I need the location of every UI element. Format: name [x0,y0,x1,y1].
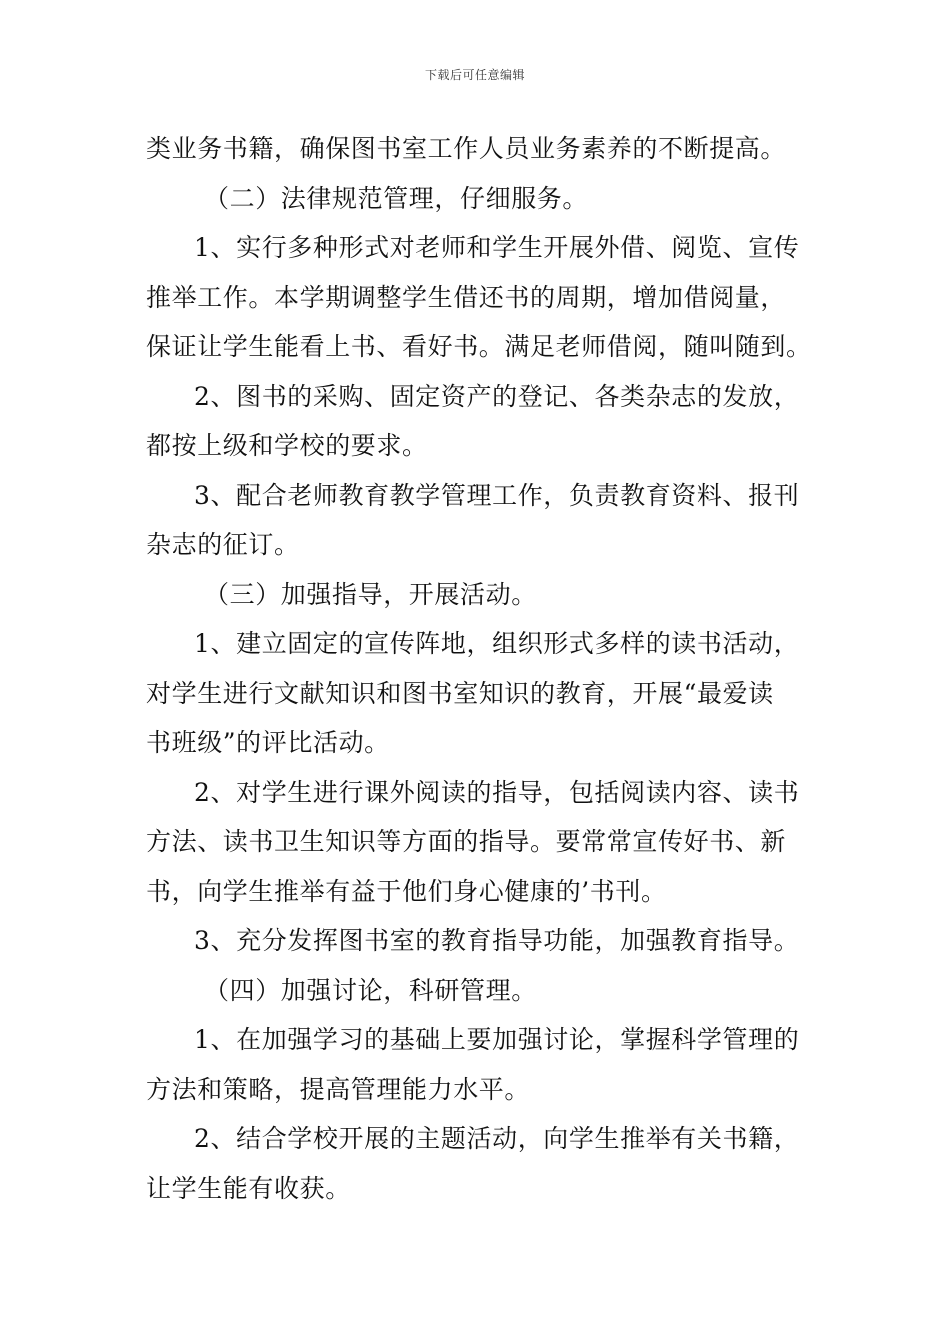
section-heading-2: （二）法律规范管理，仔细服务。 [204,183,589,213]
text-line: 1、实行多种形式对老师和学生开展外借、阅览、宣传 [194,233,800,262]
document-body [146,124,812,1213]
text-line: 都按上级和学校的要求。 [146,431,428,460]
text-line: 让学生能有收获。 [146,1173,351,1203]
text-line: 书，向学生推举有益于他们身心健康的’书刊。 [146,876,667,906]
text-line: 2、图书的采购、固定资产的登记、各类杂志的发放， [194,381,800,411]
text-line: 杂志的征订。 [146,530,300,559]
section-heading-3: （三）加强指导，开展活动。 [204,579,537,609]
text-line: 对学生进行文献知识和图书室知识的教育，开展“最爱读 [146,678,774,708]
text-line: 方法和策略，提高管理能力水平。 [146,1074,531,1104]
text-line: 1、在加强学习的基础上要加强讨论，掌握科学管理的 [194,1025,800,1054]
section-heading-4: （四）加强讨论，科研管理。 [204,975,537,1005]
text-line: 3、配合老师教育教学管理工作，负责教育资料、报刊 [194,480,800,510]
text-line: 2、结合学校开展的主题活动，向学生推举有关书籍， [194,1124,800,1153]
text-line: 推举工作。本学期调整学生借还书的周期，增加借阅量， [146,282,787,312]
page-header-note: 下载后可任意编辑 [424,68,525,82]
text-line: 方法、读书卫生知识等方面的指导。要常常宣传好书、新 [146,827,787,856]
text-line: 3、充分发挥图书室的教育指导功能，加强教育指导。 [194,926,800,955]
text-line: 类业务书籍，确保图书室工作人员业务素养的不断提高。 [146,134,787,163]
text-line: 保证让学生能看上书、看好书。满足老师借阅，随叫随到。 [146,332,812,361]
text-line: 1、建立固定的宣传阵地，组织形式多样的读书活动， [194,629,800,658]
text-line: 书班级”的评比活动。 [146,728,390,757]
text-line: 2、对学生进行课外阅读的指导，包括阅读内容、读书 [194,777,800,807]
